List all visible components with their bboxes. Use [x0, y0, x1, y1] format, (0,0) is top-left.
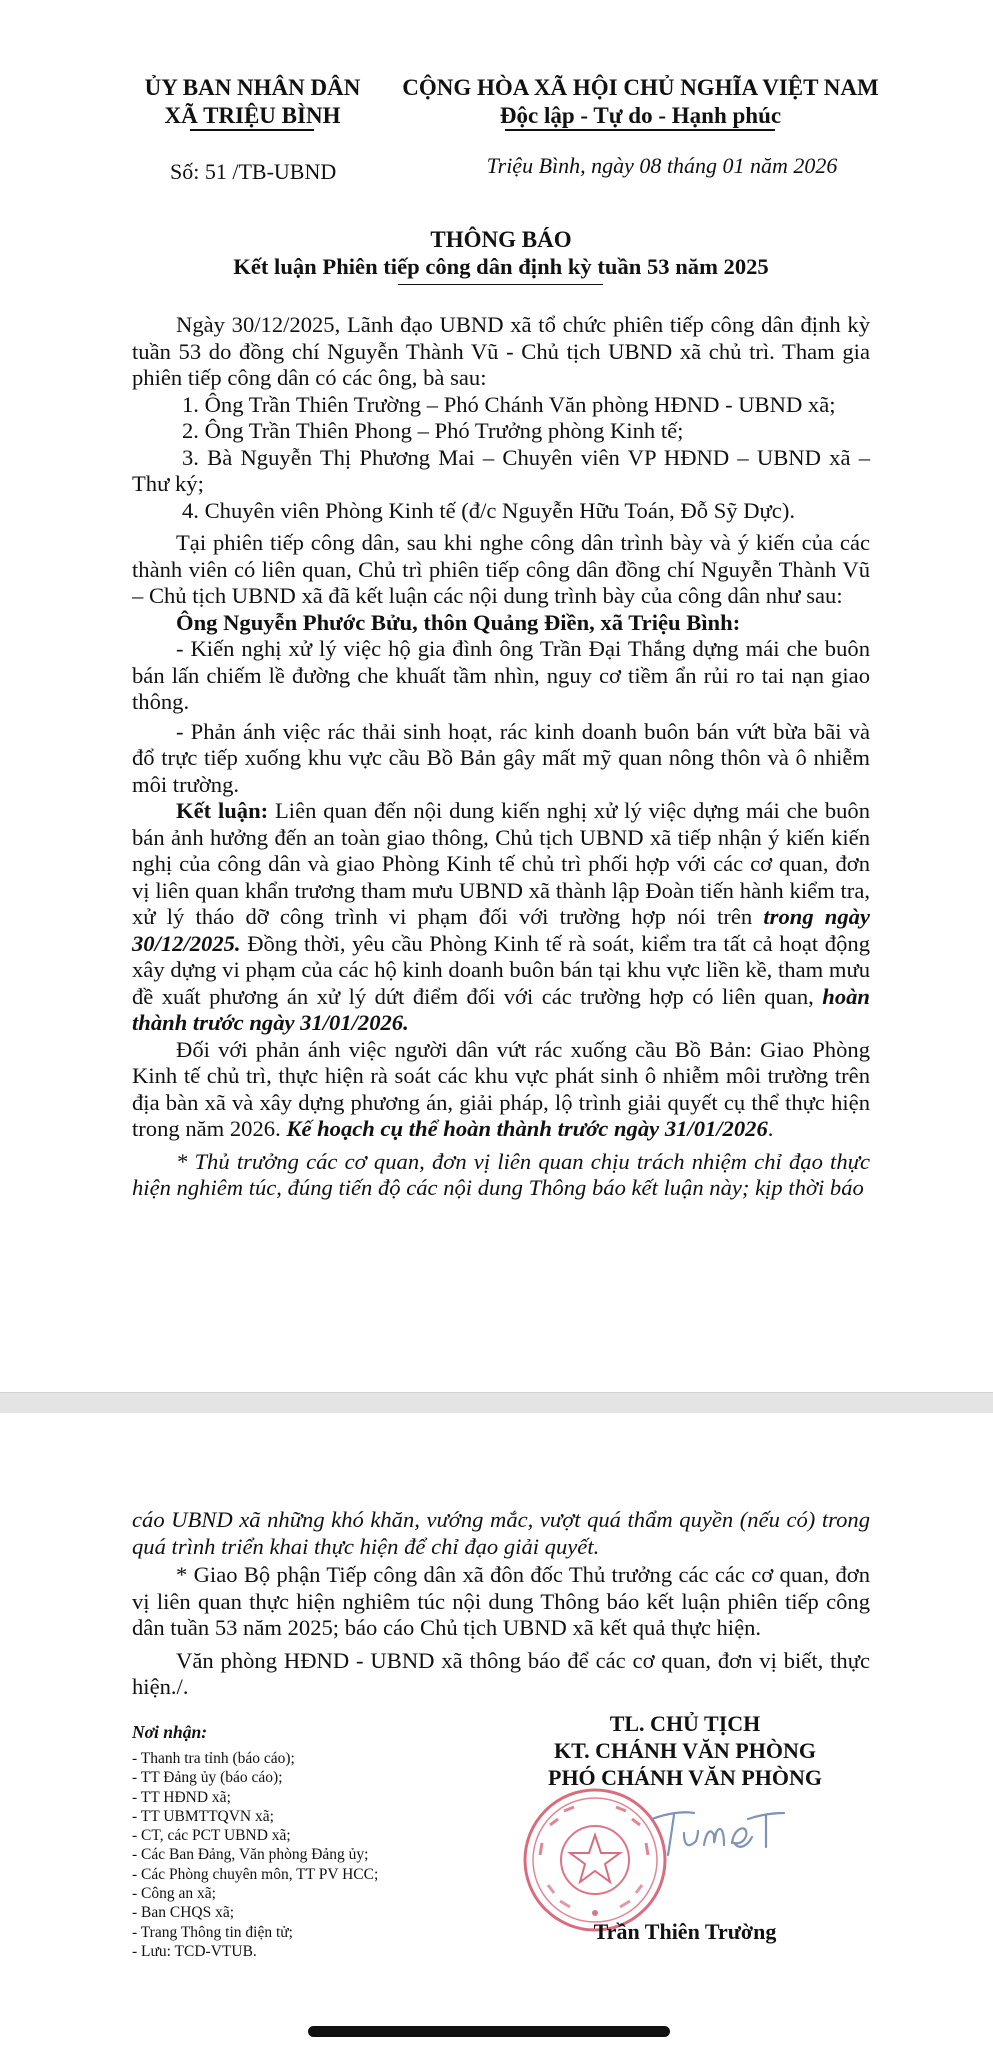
conclusion-label: Kết luận: — [176, 798, 269, 823]
org-line-1: ỦY BAN NHÂN DÂN — [144, 75, 361, 100]
title-underline — [398, 284, 603, 285]
office-notice: Văn phòng HĐND - UBND xã thông báo để các cơ quan, đơn vị biết, thực hiện./. — [132, 1647, 870, 1699]
plan-end: . — [767, 1116, 774, 1141]
recipient-item: - Trang Thông tin điện tử; — [132, 1923, 293, 1941]
document-body — [132, 312, 870, 1202]
responsibility-note: * Thủ trưởng các cơ quan, đơn vị liên quan chịu trách nhiệm chỉ đạo thực hiện nghiêm túc, đúng tiến độ các nội dung Thông báo kết luận này; kịp thời báo — [132, 1148, 870, 1200]
document-page-2 — [0, 1413, 993, 2048]
document-number: Số: 51 /TB-UBND — [170, 159, 337, 184]
citizen-request-2: - Phản ánh việc rác thải sinh hoạt, rác kinh doanh buôn bán vứt bừa bãi và đổ trực tiếp xuống khu vực cầu Bồ Bản gây mất mỹ quan nông thôn và ô nhiễm môi trường. — [132, 718, 870, 797]
citizen-heading: Ông Nguyễn Phước Bửu, thôn Quảng Điền, xã Triệu Bình: — [176, 609, 741, 635]
document-title: THÔNG BÁO — [430, 227, 572, 252]
conclusion-text-2: Đồng thời, yêu cầu Phòng Kinh tế rà soát, kiểm tra tất cả hoạt động xây dựng vi phạm của các hộ kinh doanh buôn bán tại khu vực liền kề, tham mưu đề xuất phương án xử lý dứt điểm đối với các trường hợp có liên quan, — [132, 930, 870, 1009]
conclusion-paragraph — [132, 798, 870, 1037]
recipient-item: - Lưu: TCD-VTUB. — [132, 1942, 257, 1960]
session-summary: Tại phiên tiếp công dân, sau khi nghe công dân trình bày và ý kiến của các thành viên có liên quan, Chủ trì phiên tiếp công dân đồng chí Nguyễn Thành Vũ – Chủ tịch UBND xã đã kết luận các nội dung trình bày của công dân như sau: — [132, 530, 870, 608]
sign-line-1: TL. CHỦ TỊCH — [609, 1711, 761, 1736]
document-subtitle: Kết luận Phiên tiếp công dân định kỳ tuần 53 năm 2025 — [233, 254, 769, 279]
deadline-1: trong ngày 30/12/2025. — [132, 904, 870, 956]
recipient-item: - Ban CHQS xã; — [132, 1904, 235, 1922]
waste-paragraph — [132, 1037, 870, 1143]
member-2: 2. Ông Trần Thiên Phong – Phó Trưởng phòng Kinh tế; — [182, 418, 684, 443]
deadline-2: hoàn thành trước ngày 31/01/2026. — [132, 983, 870, 1035]
recipient-item: - Thanh tra tỉnh (báo cáo); — [132, 1750, 295, 1767]
recipient-item: - TT Đảng ủy (báo cáo); — [132, 1769, 283, 1787]
assignment-paragraph: * Giao Bộ phận Tiếp công dân xã đôn đốc Thủ trưởng các các cơ quan, đơn vị liên quan thực hiện nghiêm túc nội dung Thông báo kết luận phiên tiếp công dân tuần 53 năm 2025; báo cáo Chủ tịch UBND xã kết quả thực hiện. — [132, 1562, 870, 1640]
signer-name: Trần Thiên Trường — [593, 1919, 777, 1944]
recipient-item: - Công an xã; — [132, 1885, 216, 1903]
recipients-label: Nơi nhận: — [132, 1722, 208, 1742]
waste-text: Đối với phản ánh việc người dân vứt rác xuống cầu Bồ Bản: Giao Phòng Kinh tế chủ trì, thực hiện rà soát các khu vực phát sinh ô nhiễm môi trường trên địa bàn xã và xây dựng phương án, giải pháp, lộ trình giải quyết cụ thể thực hiện trong năm 2026. — [132, 1036, 870, 1141]
org-underline — [190, 129, 314, 131]
responsibility-note-continued: cáo UBND xã những khó khăn, vướng mắc, vượt quá thẩm quyền (nếu có) trong quá trình triển khai thực hiện để chỉ đạo giải quyết. — [132, 1507, 870, 1559]
home-indicator[interactable] — [308, 2026, 670, 2037]
citizen-request-1: - Kiến nghị xử lý việc hộ gia đình ông Trần Đại Thắng dựng mái che buôn bán lấn chiếm lề đường che khuất tầm nhìn, nguy cơ tiềm ẩn rủi ro tai nạn giao thông. — [132, 636, 870, 714]
handwritten-signature-icon — [648, 1805, 798, 1865]
conclusion-text-1: Liên quan đến nội dung kiến nghị xử lý việc dựng mái che buôn bán ảnh hưởng đến an toàn giao thông, Chủ tịch UBND xã tiếp nhận ý kiến kiến nghị của công dân và giao Phòng Kinh tế chủ trì phối hợp với các cơ quan, đơn vị liên quan khẩn trương tham mưu UBND xã thành lập Đoàn tiến hành kiểm tra, xử lý tháo dỡ công trình vi phạm đối với trường hợp nói trên — [132, 798, 871, 929]
recipient-item: - Các Ban Đảng, Văn phòng Đảng ủy; — [132, 1846, 369, 1864]
recipient-item: - CT, các PCT UBND xã; — [132, 1827, 291, 1845]
place-date: Triệu Bình, ngày 08 tháng 01 năm 2026 — [486, 153, 838, 178]
org-line-2: XÃ TRIỆU BÌNH — [164, 103, 341, 128]
intro-paragraph: Ngày 30/12/2025, Lãnh đạo UBND xã tổ chức phiên tiếp công dân định kỳ tuần 53 do đồng chí Nguyễn Thành Vũ - Chủ tịch UBND xã chủ trì. Tham gia phiên tiếp công dân có các ông, bà sau: — [132, 312, 870, 390]
recipient-item: - TT HĐND xã; — [132, 1788, 231, 1806]
document-body-continued — [132, 1507, 870, 1701]
recipient-item: - Các Phòng chuyên môn, TT PV HCC; — [132, 1865, 379, 1883]
sign-line-3: PHÓ CHÁNH VĂN PHÒNG — [548, 1765, 822, 1790]
national-motto — [388, 74, 893, 130]
plan-deadline: Kế hoạch cụ thể hoàn thành trước ngày 31/01/2026 — [286, 1116, 768, 1141]
page-separator — [0, 1392, 993, 1414]
member-1: 1. Ông Trần Thiên Trường – Phó Chánh Văn phòng HĐND - UBND xã; — [182, 391, 836, 417]
nation-line-2: Độc lập - Tự do - Hạnh phúc — [499, 103, 782, 128]
member-4: 4. Chuyên viên Phòng Kinh tế (đ/c Nguyễn Hữu Toán, Đỗ Sỹ Dực). — [182, 497, 795, 523]
motto-underline — [505, 129, 775, 131]
recipients-block — [132, 1719, 462, 1961]
nation-line-1: CỘNG HÒA XÃ HỘI CHỦ NGHĨA VIỆT NAM — [402, 75, 879, 100]
signature-block — [520, 1710, 850, 1791]
sign-line-2: KT. CHÁNH VĂN PHÒNG — [554, 1738, 816, 1763]
member-3: 3. Bà Nguyễn Thị Phương Mai – Chuyên viên VP HĐND – UBND xã – Thư ký; — [132, 444, 870, 496]
recipient-item: - TT UBMTTQVN xã; — [132, 1807, 274, 1825]
issuing-authority — [130, 74, 375, 130]
